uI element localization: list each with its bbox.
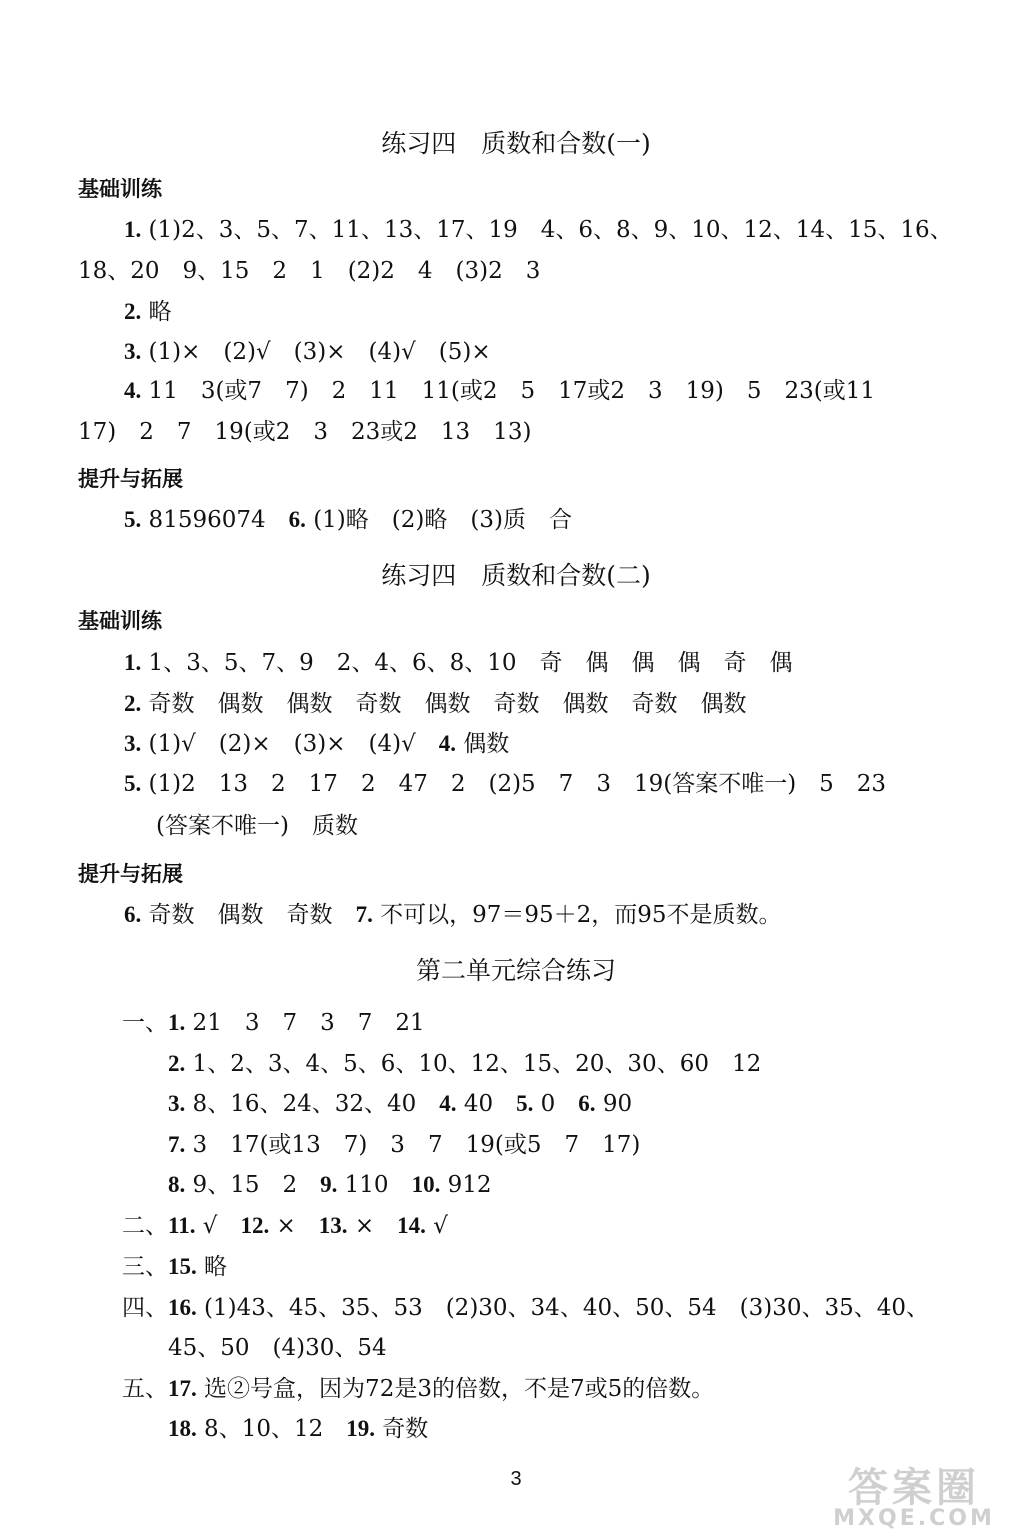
question-number: 4. — [439, 1091, 457, 1116]
question-number: 19. — [346, 1416, 375, 1441]
part-prefix: 一、 — [122, 1010, 168, 1036]
answer-line — [124, 648, 793, 678]
answer-line — [122, 1374, 714, 1404]
answer-text: 奇数 偶数 偶数 奇数 偶数 奇数 偶数 奇数 偶数 — [141, 691, 747, 717]
watermark-logo — [814, 1465, 1014, 1532]
answer-line — [124, 215, 953, 245]
heading-basic-training-1: 基础训练 — [78, 177, 162, 201]
answer-text: 1、2、3、4、5、6、10、12、15、20、30、60 12 — [185, 1051, 762, 1077]
heading-extension-1: 提升与拓展 — [78, 467, 183, 491]
answer-line — [78, 256, 540, 286]
answer-text: 21 3 7 3 7 21 — [185, 1010, 425, 1036]
question-number: 14. — [397, 1213, 426, 1238]
question-number: 16. — [168, 1295, 197, 1320]
answer-line — [124, 337, 491, 367]
answer-text: 9、15 2 — [185, 1172, 321, 1198]
answer-text: × — [347, 1213, 398, 1239]
question-number: 4. — [124, 378, 142, 403]
question-number: 15. — [168, 1254, 197, 1279]
question-number: 2. — [124, 299, 142, 324]
page-number: 3 — [510, 1468, 522, 1490]
answer-line — [78, 417, 531, 447]
answer-text: 1、3、5、7、9 2、4、6、8、10 奇 偶 偶 偶 奇 偶 — [141, 650, 793, 676]
question-number: 6. — [288, 507, 306, 532]
part-prefix: 三、 — [122, 1254, 168, 1280]
answer-text: 18、20 9、15 2 1 (2)2 4 (3)2 3 — [78, 258, 541, 284]
answer-text: (1)2、3、5、7、11、13、17、19 4、6、8、9、10、12、14、15、16、 — [141, 217, 953, 243]
section-title-1: 练习四 质数和合数(一) — [381, 129, 651, 158]
answer-line — [168, 1089, 632, 1119]
answer-line — [156, 811, 358, 841]
watermark-text: 答案圈 — [848, 1465, 980, 1511]
answer-line — [124, 376, 875, 406]
question-number: 2. — [124, 691, 142, 716]
question-number: 9. — [320, 1172, 338, 1197]
question-number: 5. — [124, 507, 142, 532]
question-number: 1. — [124, 650, 142, 675]
question-number: 17. — [168, 1376, 197, 1401]
watermark-url: MXQE.COM — [833, 1506, 995, 1531]
part-prefix: 五、 — [122, 1376, 168, 1402]
answer-text: √ — [195, 1213, 241, 1239]
answer-text: 110 — [337, 1172, 412, 1198]
section-title-3: 第二单元综合练习 — [415, 956, 616, 985]
heading-basic-training-2: 基础训练 — [78, 609, 162, 633]
question-number: 6. — [124, 902, 142, 927]
question-number: 2. — [168, 1051, 186, 1076]
answer-line — [168, 1333, 387, 1363]
answer-text: 奇数 — [374, 1416, 429, 1442]
answer-line — [124, 729, 509, 759]
answer-text: √ — [425, 1213, 448, 1239]
answer-text: (1)× (2)√ (3)× (4)√ (5)× — [141, 339, 491, 365]
part-prefix: 二、 — [122, 1213, 168, 1239]
question-number: 13. — [318, 1213, 348, 1238]
part-prefix: 四、 — [122, 1295, 168, 1321]
answer-text: 8、16、24、32、40 — [185, 1091, 440, 1117]
answer-line — [122, 1252, 227, 1282]
answer-line — [124, 505, 572, 535]
answer-text: 选②号盒，因为72是3的倍数，不是7或5的倍数。 — [196, 1376, 715, 1402]
answer-text: 奇数 偶数 奇数 — [141, 902, 356, 928]
answer-text: 不可以，97＝95＋2，而95不是质数。 — [372, 902, 782, 928]
question-number: 7. — [355, 902, 373, 927]
answer-line — [122, 1293, 929, 1323]
answer-line — [168, 1170, 492, 1200]
question-number: 3. — [168, 1091, 186, 1116]
answer-text: (答案不唯一) 质数 — [156, 813, 358, 839]
question-number: 1. — [168, 1010, 186, 1035]
question-number: 6. — [578, 1091, 596, 1116]
answer-text: 略 — [196, 1254, 228, 1280]
question-number: 10. — [411, 1172, 441, 1197]
answer-text: (1)√ (2)× (3)× (4)√ — [141, 731, 439, 757]
answer-text: 3 17(或13 7) 3 7 19(或5 7 17) — [185, 1132, 641, 1158]
answer-line — [124, 900, 782, 930]
heading-extension-2: 提升与拓展 — [78, 862, 183, 886]
section-title-2: 练习四 质数和合数(二) — [381, 561, 651, 590]
answer-text: 45、50 (4)30、54 — [168, 1335, 387, 1361]
question-number: 12. — [240, 1213, 270, 1238]
question-number: 1. — [124, 217, 142, 242]
answer-text: (1)43、45、35、53 (2)30、34、40、50、54 (3)30、35、40、 — [196, 1295, 929, 1321]
question-number: 8. — [168, 1172, 186, 1197]
question-number: 5. — [124, 771, 142, 796]
question-number: 18. — [168, 1416, 197, 1441]
answer-line — [168, 1049, 761, 1079]
answer-text: 81596074 — [141, 507, 289, 533]
question-number: 11. — [168, 1213, 196, 1238]
answer-text: 8、10、12 — [196, 1416, 347, 1442]
answer-line — [124, 689, 747, 719]
question-number: 3. — [124, 731, 142, 756]
answer-text: 17) 2 7 19(或2 3 23或2 13 13) — [78, 419, 532, 445]
answer-text: 11 3(或7 7) 2 11 11(或2 5 17或2 3 19) 5 23(或11 — [141, 378, 875, 404]
answer-line — [122, 1008, 425, 1038]
answer-line — [168, 1414, 428, 1444]
answer-text: × — [269, 1213, 319, 1239]
question-number: 7. — [168, 1132, 186, 1157]
answer-line — [124, 769, 886, 799]
answer-text: (1)略 (2)略 (3)质 合 — [305, 507, 572, 533]
question-number: 3. — [124, 339, 142, 364]
answer-text: 0 — [533, 1091, 579, 1117]
answer-line — [122, 1211, 448, 1241]
answer-text: 912 — [440, 1172, 492, 1198]
answer-line — [168, 1130, 640, 1160]
question-number: 5. — [516, 1091, 534, 1116]
answer-text: 40 — [456, 1091, 517, 1117]
answer-line — [124, 297, 172, 327]
answer-text: 90 — [595, 1091, 633, 1117]
question-number: 4. — [438, 731, 456, 756]
answer-text: (1)2 13 2 17 2 47 2 (2)5 7 3 19(答案不唯一) 5 23 — [141, 771, 887, 797]
answer-text: 略 — [141, 299, 172, 325]
answer-text: 偶数 — [455, 731, 510, 757]
